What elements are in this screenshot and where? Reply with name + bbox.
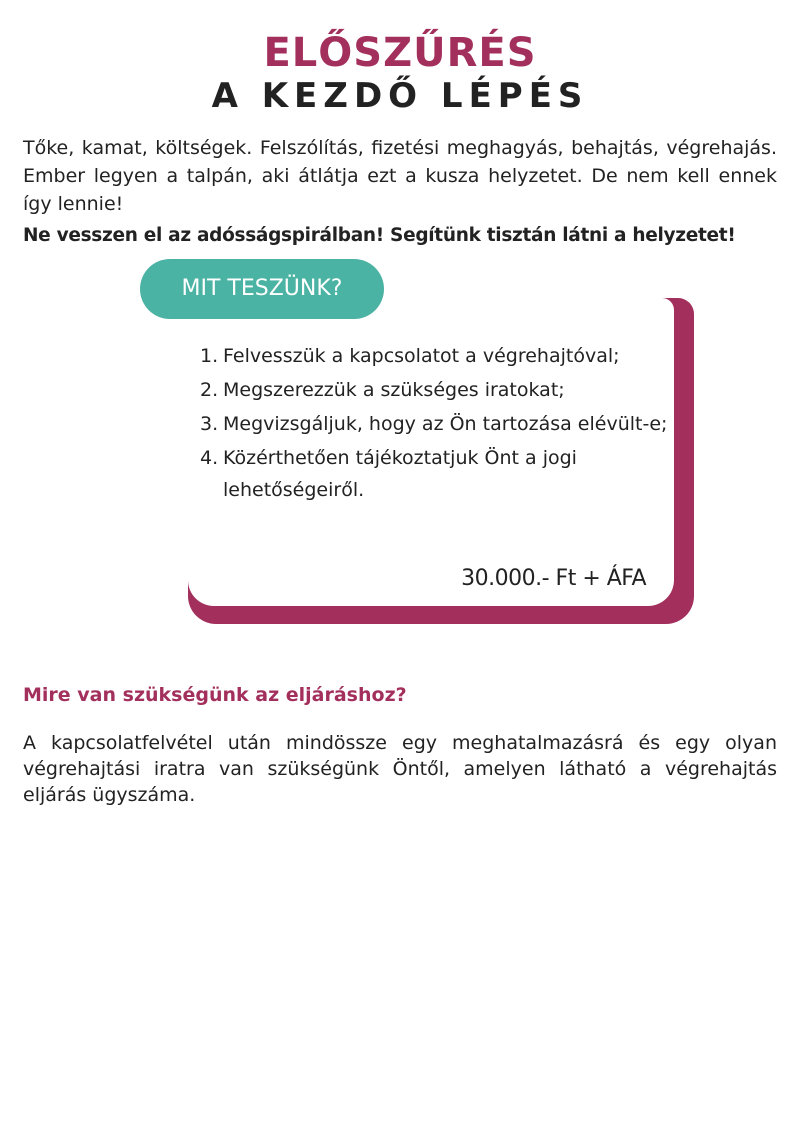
list-item-number: 3.	[200, 413, 219, 435]
list-item-number: 2.	[200, 379, 219, 401]
list-item-number: 1.	[200, 345, 219, 367]
intro-paragraph: Tőke, kamat, költségek. Felszólítás, fizetési meghagyás, behajtás, végrehajás. Ember legyen a talpán, aki átlátja ezt a kusza helyzetet. De nem kell ennek így lennie!	[23, 137, 777, 215]
list-item	[200, 340, 670, 372]
price-label: 30.000.- Ft + ÁFA	[461, 566, 646, 591]
requirements-heading: Mire van szükségünk az eljáráshoz?	[23, 684, 407, 706]
page-subtitle: A KEZDŐ LÉPÉS	[211, 76, 589, 116]
list-item	[200, 374, 670, 406]
list-item-text: Közérthetően tájékoztatjuk Önt a jogi lehetőségeiről.	[223, 447, 577, 501]
services-label-pill: MIT TESZÜNK?	[140, 259, 384, 319]
intro-emphasis: Ne vesszen el az adósságspirálban! Segítünk tisztán látni a helyzetet!	[23, 225, 736, 246]
page-title: ELŐSZŰRÉS	[263, 30, 537, 76]
list-item-number: 4.	[200, 447, 219, 469]
list-item-text: Felvesszük a kapcsolatot a végrehajtóval;	[223, 345, 620, 367]
list-item-text: Megvizsgáljuk, hogy az Ön tartozása elévült-e;	[223, 413, 668, 435]
services-list	[200, 340, 670, 508]
requirements-paragraph: A kapcsolatfelvétel után mindössze egy meghatalmazásrá és egy olyan végrehajtási iratra van szükségünk Öntől, amelyen látható a végrehajtás eljárás ügyszáma.	[23, 732, 777, 806]
list-item-text: Megszerezzük a szükséges iratokat;	[223, 379, 565, 401]
list-item	[200, 442, 670, 506]
list-item	[200, 408, 670, 440]
